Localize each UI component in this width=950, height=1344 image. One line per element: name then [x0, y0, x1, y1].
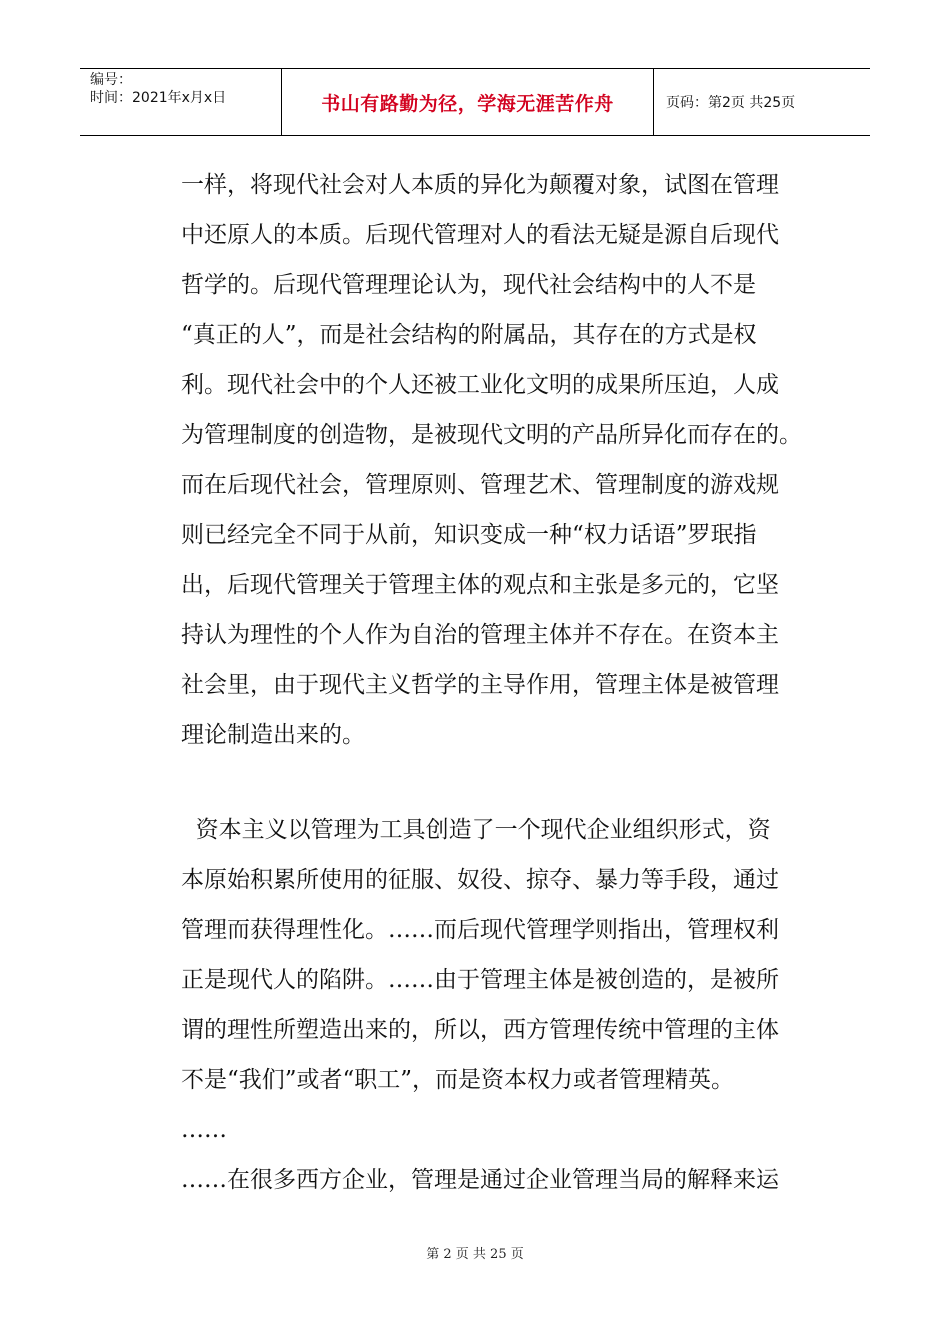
text-line: 社会里，由于现代主义哲学的主导作用，管理主体是被管理 [181, 672, 779, 698]
document-body [181, 160, 821, 1205]
text-line: “真正的人”，而是社会结构的附属品，其存在的方式是权 [181, 322, 757, 348]
page-number-info: 页码：第2页 共25页 [666, 95, 796, 111]
text-line: ……在很多西方企业，管理是通过企业管理当局的解释来运 [181, 1167, 779, 1193]
motto-text: 书山有路勤为径，学海无涯苦作舟 [321, 92, 614, 115]
text-line: 持认为理性的个人作为自治的管理主体并不存在。在资本主 [181, 622, 779, 648]
text-line: 中还原人的本质。后现代管理对人的看法无疑是源自后现代 [181, 222, 779, 248]
page-header [80, 68, 870, 136]
header-motto-cell [282, 69, 654, 135]
paragraph-2 [181, 805, 821, 1205]
page-footer: 第 2 页 共 25 页 [426, 1247, 524, 1262]
text-line: 为管理制度的创造物，是被现代文明的产品所异化而存在的。 [181, 422, 802, 448]
text-line: 利。现代社会中的个人还被工业化文明的成果所压迫，人成 [181, 372, 779, 398]
text-line: 正是现代人的陷阱。……由于管理主体是被创造的，是被所 [181, 967, 779, 993]
text-line: 则已经完全不同于从前，知识变成一种“权力话语”罗珉指 [181, 522, 757, 548]
header-meta-cell [80, 69, 282, 135]
header-page-cell [654, 69, 870, 135]
text-line: 出，后现代管理关于管理主体的观点和主张是多元的，它坚 [181, 572, 779, 598]
text-line: 一样，将现代社会对人本质的异化为颠覆对象，试图在管理 [181, 172, 779, 198]
paragraph-1 [181, 160, 821, 760]
text-line: …… [181, 1117, 227, 1143]
text-line: 理论制造出来的。 [181, 722, 365, 748]
text-line: 本原始积累所使用的征服、奴役、掠夺、暴力等手段，通过 [181, 867, 779, 893]
serial-number-label: 编号： [90, 72, 132, 88]
text-line: 管理而获得理性化。……而后现代管理学则指出，管理权利 [181, 917, 779, 943]
text-line: 哲学的。后现代管理理论认为，现代社会结构中的人不是 [181, 272, 756, 298]
text-line: 资本主义以管理为工具创造了一个现代企业组织形式，资 [181, 817, 771, 843]
paragraph-spacer [181, 760, 821, 805]
text-line: 而在后现代社会，管理原则、管理艺术、管理制度的游戏规 [181, 472, 779, 498]
text-line: 谓的理性所塑造出来的，所以，西方管理传统中管理的主体 [181, 1017, 779, 1043]
date-label: 时间：2021年x月x日 [90, 90, 227, 106]
text-line: 不是“我们”或者“职工”，而是资本权力或者管理精英。 [181, 1067, 735, 1093]
